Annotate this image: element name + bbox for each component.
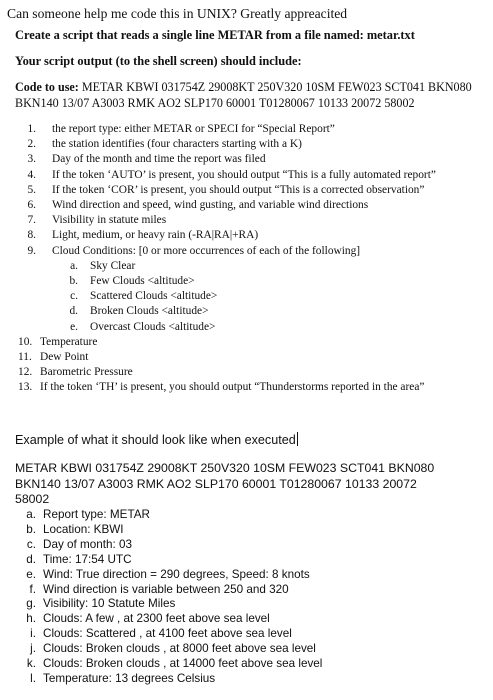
cloud-condition-text: Scattered Clouds <altitude> <box>90 290 218 303</box>
requirement-number: 4. <box>27 168 36 181</box>
requirement-number: 2. <box>27 138 36 151</box>
question-text: Can someone help me code this in UNIX? Greatly appreacited <box>7 6 348 21</box>
example-output-text: Location: KBWI <box>43 522 124 536</box>
example-output-letter: a. <box>26 508 36 521</box>
example-output-letter: c. <box>26 537 36 551</box>
requirement-text: Dew Point <box>40 351 89 363</box>
cloud-condition-text: Broken Clouds <altitude> <box>90 305 209 318</box>
cloud-condition-letter: d. <box>69 305 78 318</box>
code-label: Code to use: <box>15 80 79 94</box>
example-output-letter: b. <box>26 522 36 536</box>
example-output-letter: e. <box>26 567 36 581</box>
example-output-text: Report type: METAR <box>43 508 150 521</box>
example-output-text: Temperature: 13 degrees Celsius <box>43 671 216 685</box>
example-output-letter: l. <box>30 671 36 685</box>
requirement-number: 3. <box>27 153 36 166</box>
requirement-number: 11. <box>18 351 32 363</box>
requirement-text: Light, medium, or heavy rain (-RA|RA|+RA) <box>52 229 259 242</box>
requirement-number: 12. <box>18 366 33 379</box>
requirement-text: Barometric Pressure <box>40 366 133 379</box>
cloud-condition-text: Sky Clear <box>90 259 136 272</box>
code-text-1: METAR KBWI 031754Z 29008KT 250V320 10SM FEW023 SCT041 BKN080 <box>78 80 472 94</box>
example-output-text: Clouds: Broken clouds , at 14000 feet above sea level <box>43 657 323 670</box>
example-output-text: Clouds: Scattered , at 4100 feet above sea level <box>43 627 292 641</box>
example-metar-line: 58002 <box>15 492 50 506</box>
code-line-2: BKN140 13/07 A3003 RMK AO2 SLP170 60001 T01280067 10133 20072 58002 <box>15 96 415 110</box>
cloud-condition-text: Few Clouds <altitude> <box>90 275 195 287</box>
requirement-number: 8. <box>27 229 36 242</box>
example-output-text: Wind direction is variable between 250 and 320 <box>43 582 289 596</box>
cloud-condition-letter: a. <box>70 259 78 272</box>
example-title-text: Example of what it should look like when executed <box>15 433 296 447</box>
cloud-condition-letter: c. <box>70 290 78 303</box>
example-output-letter: d. <box>26 552 36 566</box>
requirement-text: Visibility in statute miles <box>52 214 167 227</box>
requirement-text: Day of the month and time the report was filed <box>52 153 266 166</box>
example-metar-line: METAR KBWI 031754Z 29008KT 250V320 10SM FEW023 SCT041 BKN080 <box>15 461 435 475</box>
requirement-text: the report type: either METAR or SPECI for “Special Report” <box>52 123 335 135</box>
example-output-letter: k. <box>26 657 36 670</box>
example-output-letter: i. <box>30 627 36 641</box>
requirement-number: 13. <box>18 381 33 394</box>
requirement-text: If the token ‘TH’ is present, you should output “Thunderstorms reported in the area” <box>40 381 425 394</box>
cloud-condition-text: Overcast Clouds <altitude> <box>90 320 216 333</box>
example-output-text: Wind: True direction = 290 degrees, Speed: 8 knots <box>43 567 310 581</box>
requirement-text: If the token ‘COR’ is present, you should output “This is a corrected observation” <box>52 183 425 196</box>
example-title <box>15 432 298 447</box>
example-output-letter: j. <box>30 642 36 656</box>
example-output-text: Clouds: Broken clouds , at 8000 feet above sea level <box>43 642 316 656</box>
example-output-text: Visibility: 10 Statute Miles <box>43 597 176 611</box>
requirement-number: 9. <box>27 244 36 257</box>
requirement-number: 1. <box>27 123 36 135</box>
example-output-text: Time: 17:54 UTC <box>43 552 132 566</box>
cloud-condition-letter: b. <box>69 275 78 287</box>
requirement-number: 6. <box>27 199 36 211</box>
output-heading: Your script output (to the shell screen) should include: <box>15 54 302 68</box>
cloud-condition-letter: e. <box>70 320 78 333</box>
requirement-text: Cloud Conditions: [0 or more occurrences of each of the following] <box>52 244 361 257</box>
requirement-text: If the token ‘AUTO’ is present, you should output “This is a fully automated report” <box>52 168 436 181</box>
assignment-heading: Create a script that reads a single line METAR from a file named: metar.txt <box>15 28 415 42</box>
requirement-text: Temperature <box>40 335 98 348</box>
example-output-letter: f. <box>29 582 36 596</box>
example-output-letter: g. <box>26 597 36 611</box>
text-cursor <box>297 432 298 446</box>
requirement-number: 10. <box>18 335 33 348</box>
code-line-1 <box>15 80 472 95</box>
requirement-text: Wind direction and speed, wind gusting, and variable wind directions <box>52 199 369 211</box>
requirement-number: 7. <box>27 214 36 227</box>
example-output-text: Day of month: 03 <box>43 537 133 551</box>
example-metar-line: BKN140 13/07 A3003 RMK AO2 SLP170 60001 T01280067 10133 20072 <box>15 476 417 491</box>
requirement-text: the station identifies (four characters starting with a K) <box>52 138 302 151</box>
example-output-letter: h. <box>26 612 36 626</box>
requirement-number: 5. <box>27 183 36 196</box>
example-output-text: Clouds: A few , at 2300 feet above sea level <box>43 612 270 626</box>
